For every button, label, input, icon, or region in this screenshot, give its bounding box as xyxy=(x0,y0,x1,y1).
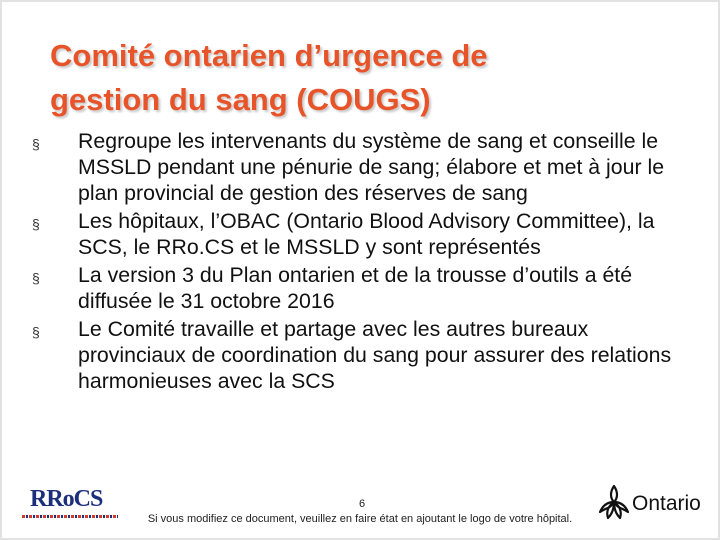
bullet-item xyxy=(32,316,692,394)
footer-note: Si vous modifiez ce document, veuillez en faire état en ajoutant le logo de votre hôpital. xyxy=(147,513,573,525)
bullet-icon: § xyxy=(32,216,40,232)
trillium-icon xyxy=(596,482,632,522)
bullet-text: Regroupe les intervenants du système de sang et conseille le MSSLD pendant une pénurie de sang; élabore et met à jour le plan provincial de gestion des réserves de sang xyxy=(78,129,665,205)
bullet-icon: § xyxy=(32,136,40,152)
ontario-logo xyxy=(596,480,708,524)
bullet-item xyxy=(32,128,692,206)
bullet-icon: § xyxy=(32,324,40,340)
rrocs-wordmark: RRoCS xyxy=(30,486,103,512)
title-line-1: Comité ontarien d’urgence de xyxy=(50,38,488,73)
title-line-2: gestion du sang (COUGS) xyxy=(50,82,431,117)
rrocs-tagline-stripe xyxy=(22,515,118,518)
bullet-text: Le Comité travaille et partage avec les autres bureaux provinciaux de coordination du sang pour assurer des relations harmonieuses avec la SCS xyxy=(78,317,672,393)
bullet-item xyxy=(32,208,692,260)
page-number: 6 xyxy=(358,498,366,510)
bullet-text: La version 3 du Plan ontarien et de la trousse d’outils a été diffusée le 31 octobre 2016 xyxy=(78,263,633,313)
bullet-text: Les hôpitaux, l’OBAC (Ontario Blood Advisory Committee), la SCS, le RRo.CS et le MSSLD y sont représentés xyxy=(78,209,655,259)
ontario-wordmark: Ontario xyxy=(632,492,701,515)
bullet-icon: § xyxy=(32,270,40,286)
bullet-list xyxy=(32,128,692,396)
slide-title xyxy=(50,34,670,122)
bullet-item xyxy=(32,262,692,314)
